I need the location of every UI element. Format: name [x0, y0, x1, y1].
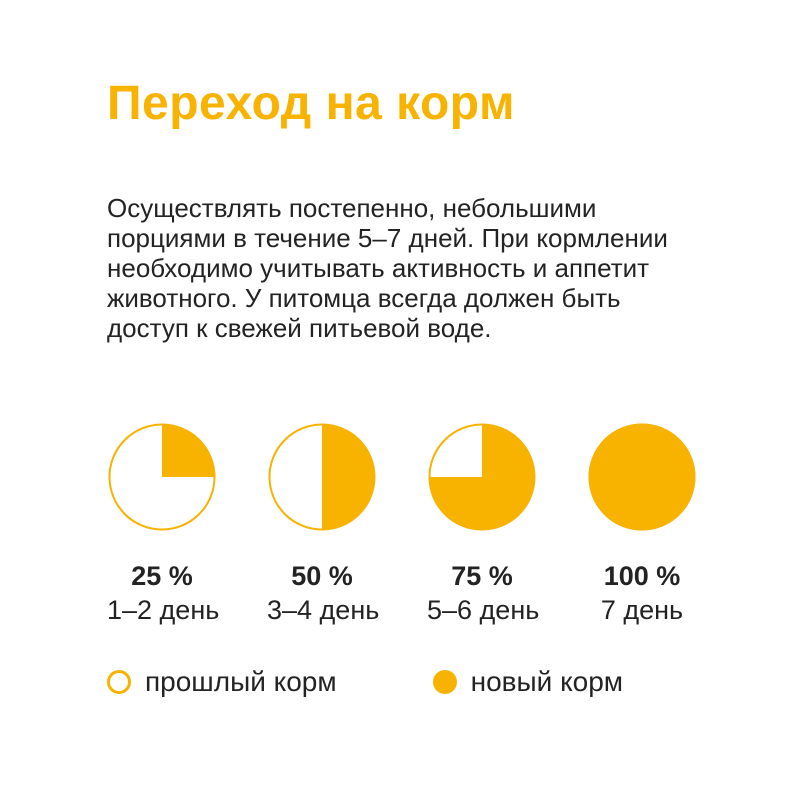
stage-75 [427, 423, 540, 626]
pie-chart-50 [268, 423, 376, 531]
legend [107, 666, 800, 698]
percent-label: 75 % [451, 561, 513, 592]
pie-chart-100 [588, 423, 696, 531]
description-line: порциями в течение 5–7 дней. При кормлении [107, 223, 668, 254]
description-line: доступ к свежей питьевой воде. [107, 313, 492, 344]
outlined-circle-icon [107, 670, 131, 694]
legend-item-new-food [433, 666, 623, 698]
description-line: необходимо учитывать активность и аппетит [107, 253, 650, 284]
stage-50 [267, 423, 380, 626]
description-line: животного. У питомца всегда должен быть [107, 283, 621, 314]
pie-chart-75 [428, 423, 536, 531]
stage-25 [107, 423, 220, 626]
percent-label: 50 % [291, 561, 353, 592]
percent-label: 100 % [603, 561, 681, 592]
transition-stages [107, 423, 800, 626]
description [107, 193, 717, 343]
description-line: Осуществлять постепенно, небольшими [107, 193, 597, 224]
percent-label: 25 % [131, 561, 193, 592]
day-label: 1–2 день [107, 595, 220, 626]
pie-wedge-full [590, 425, 695, 530]
day-label: 3–4 день [267, 595, 380, 626]
pie-chart-25 [108, 423, 216, 531]
page-title: Переход на корм [107, 77, 515, 130]
pie-wedge [162, 425, 215, 478]
day-label: 5–6 день [427, 595, 540, 626]
stage-100 [587, 423, 697, 626]
pie-wedge [322, 425, 375, 530]
day-label: 7 день [600, 595, 684, 626]
legend-item-old-food [107, 666, 337, 698]
filled-circle-icon [433, 670, 457, 694]
legend-label: прошлый корм [145, 666, 337, 698]
legend-label: новый корм [470, 666, 624, 698]
